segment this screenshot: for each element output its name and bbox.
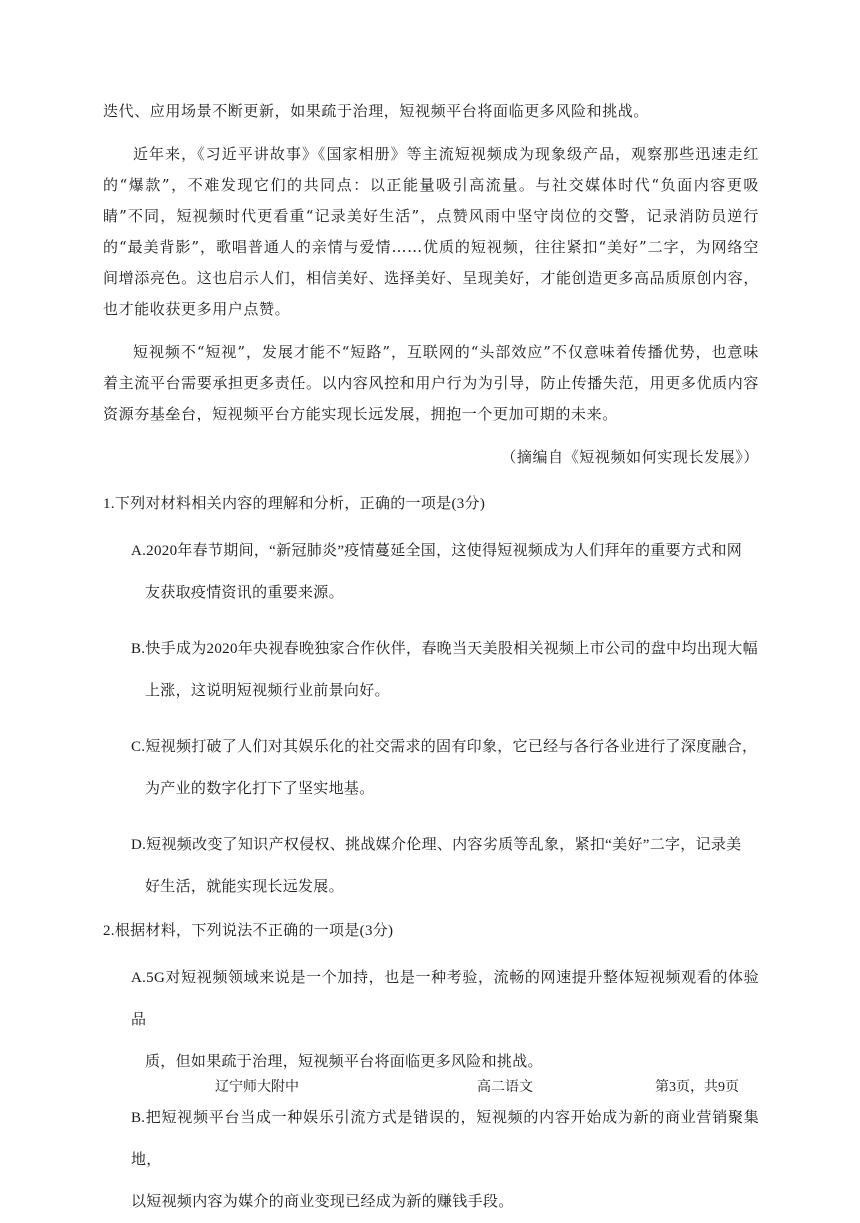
option-line: 好生活，就能实现长远发展。 (145, 879, 344, 895)
question-1 (103, 489, 759, 908)
question-stem: 2.根据材料，下列说法不正确的一项是(3分) (103, 923, 394, 939)
passage-paragraph-3: 短视频不“短视”，发展才能不“短路”，互联网的“头部效应”不仅意味着传播优势，也意味着主流平台需要承担更多责任。以内容风控和用户行为为引导，防止传播失范，用更多优质内容资源夯基垒台，短视频平台方能实现长远发展，拥抱一个更加可期的未来。 (103, 343, 759, 423)
option-b (131, 628, 759, 712)
document-page (103, 96, 759, 1223)
option-d (131, 824, 759, 908)
page-footer (0, 1076, 860, 1098)
option-line: B.快手成为2020年央视春晚独家合作伙伴，春晚当天美股相关视频上市公司的盘中均出现大幅 (131, 641, 758, 657)
option-line: A.2020年春节期间，“新冠肺炎”疫情蔓延全国，这使得短视频成为人们拜年的重要方式和网 (131, 543, 743, 559)
option-line: 以短视频内容为媒介的商业变现已经成为新的赚钱手段。 (131, 1194, 514, 1210)
passage-paragraph-2: 近年来，《习近平讲故事》《国家相册》等主流短视频成为现象级产品，观察那些迅速走红的“爆款”，不难发现它们的共同点：以正能量吸引高流量。与社交媒体时代“负面内容更吸睛”不同，短视频时代更看重“记录美好生活”，点赞风雨中坚守岗位的交警，记录消防员逆行的“最美背影”，歌唱普通人的亲情与爱情……优质的短视频，往往紧扣“美好”二字，为网络空间增添亮色。这也启示人们，相信美好、选择美好、呈现美好，才能创造更多高品质原创内容，也才能收获更多用户点赞。 (103, 145, 759, 318)
option-line: 质，但如果疏于治理，短视频平台将面临更多风险和挑战。 (145, 1054, 543, 1070)
question-stem: 1.下列对材料相关内容的理解和分析，正确的一项是(3分) (103, 496, 486, 512)
option-a (131, 957, 759, 1083)
passage-source: （摘编自《短视频如何实现长发展》） (501, 448, 759, 466)
footer-school: 辽宁师大附中 (215, 1080, 299, 1095)
option-a (131, 530, 759, 614)
question-2 (103, 916, 759, 1223)
option-line: C.短视频打破了人们对其娱乐化的社交需求的固有印象，它已经与各行各业进行了深度融合， (131, 739, 758, 755)
option-b (131, 1097, 759, 1223)
option-line: B.把短视频平台当成一种娱乐引流方式是错误的，短视频的内容开始成为新的商业营销聚集地， (131, 1110, 759, 1168)
footer-page-number: 第3页，共9页 (655, 1080, 739, 1095)
option-line: D.短视频改变了知识产权侵权、挑战媒介伦理、内容劣质等乱象，紧扣“美好”二字，记录美 (131, 837, 742, 853)
option-line: 为产业的数字化打下了坚实地基。 (145, 781, 375, 797)
footer-subject: 高二语文 (477, 1080, 533, 1095)
option-line: 上涨，这说明短视频行业前景向好。 (145, 683, 390, 699)
option-c (131, 726, 759, 810)
passage-paragraph-1: 迭代、应用场景不断更新，如果疏于治理，短视频平台将面临更多风险和挑战。 (103, 102, 650, 120)
option-line: A.5G对短视频领域来说是一个加持，也是一种考验，流畅的网速提升整体短视频观看的体验品 (131, 970, 759, 1028)
option-line: 友获取疫情资讯的重要来源。 (145, 585, 344, 601)
